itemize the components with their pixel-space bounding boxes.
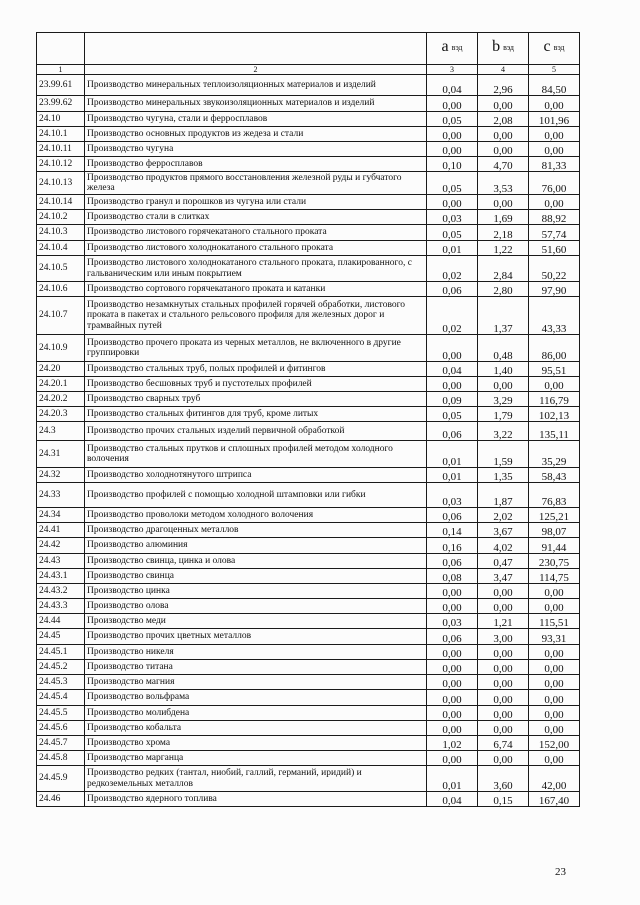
coefficient-a: 0,06 bbox=[427, 629, 478, 645]
table-row bbox=[37, 225, 580, 241]
header-c-cell bbox=[529, 33, 580, 65]
coefficient-c: 152,00 bbox=[529, 736, 580, 751]
okved-code: 24.10 bbox=[37, 112, 85, 127]
table-row bbox=[37, 675, 580, 690]
coefficient-a: 0,03 bbox=[427, 483, 478, 508]
a-subscript: вэд bbox=[451, 43, 463, 53]
table-row bbox=[37, 256, 580, 282]
coefficient-b: 0,00 bbox=[478, 127, 529, 142]
page-number: 23 bbox=[555, 866, 566, 878]
activity-name: Производство холоднотянутого штрипса bbox=[85, 468, 427, 483]
activity-name: Производство олова bbox=[85, 599, 427, 614]
activity-name: Производство меди bbox=[85, 614, 427, 629]
coefficient-a: 0,05 bbox=[427, 112, 478, 127]
column-number: 1 bbox=[37, 65, 85, 75]
activity-name: Производство листового горячекатаного стального проката bbox=[85, 225, 427, 241]
okved-code: 24.20.1 bbox=[37, 377, 85, 392]
okved-code: 24.43.2 bbox=[37, 584, 85, 599]
activity-name: Производство стальных труб, полых профилей и фитингов bbox=[85, 362, 427, 377]
coefficient-a: 0,08 bbox=[427, 569, 478, 584]
coefficient-b: 2,18 bbox=[478, 225, 529, 241]
coefficient-a: 1,02 bbox=[427, 736, 478, 751]
okved-code: 24.45.3 bbox=[37, 675, 85, 690]
coefficient-b: 0,00 bbox=[478, 675, 529, 690]
coefficient-c: 57,74 bbox=[529, 225, 580, 241]
coefficient-a: 0,06 bbox=[427, 282, 478, 297]
coefficient-b: 0,00 bbox=[478, 751, 529, 766]
coefficient-a: 0,16 bbox=[427, 538, 478, 554]
coefficient-c: 0,00 bbox=[529, 96, 580, 112]
activity-name: Производство листового холоднокатаного стального проката, плакированного, с гальваническим или иным покрытием bbox=[85, 256, 427, 282]
activity-name: Производство чугуна bbox=[85, 142, 427, 157]
coefficient-c: 95,51 bbox=[529, 362, 580, 377]
coefficient-c: 114,75 bbox=[529, 569, 580, 584]
table-row bbox=[37, 142, 580, 157]
coefficient-b: 0,00 bbox=[478, 690, 529, 706]
a-letter: a bbox=[441, 38, 449, 56]
header-name-cell bbox=[85, 33, 427, 65]
coefficient-a: 0,00 bbox=[427, 706, 478, 721]
okved-code: 24.10.14 bbox=[37, 195, 85, 210]
table-row bbox=[37, 660, 580, 675]
coefficient-b: 1,21 bbox=[478, 614, 529, 629]
coefficient-b: 1,59 bbox=[478, 441, 529, 468]
b-subscript: вэд bbox=[503, 43, 514, 53]
coefficient-b: 2,96 bbox=[478, 75, 529, 96]
table-row bbox=[37, 377, 580, 392]
coefficient-c: 230,75 bbox=[529, 554, 580, 569]
coefficient-c: 167,40 bbox=[529, 792, 580, 807]
coefficient-a: 0,05 bbox=[427, 407, 478, 422]
okved-code: 24.3 bbox=[37, 422, 85, 441]
coefficient-c: 0,00 bbox=[529, 751, 580, 766]
table-row bbox=[37, 112, 580, 127]
activity-name: Производство молибдена bbox=[85, 706, 427, 721]
coefficient-a: 0,06 bbox=[427, 554, 478, 569]
coefficient-b: 0,00 bbox=[478, 195, 529, 210]
okved-code: 24.45.7 bbox=[37, 736, 85, 751]
coefficient-b: 1,87 bbox=[478, 483, 529, 508]
coefficient-a: 0,04 bbox=[427, 362, 478, 377]
coefficient-b: 3,60 bbox=[478, 766, 529, 792]
c-subscript: вэд bbox=[553, 43, 565, 53]
activity-name: Производство алюминия bbox=[85, 538, 427, 554]
activity-name: Производство сварных труб bbox=[85, 392, 427, 407]
coefficient-c: 50,22 bbox=[529, 256, 580, 282]
coefficient-a: 0,00 bbox=[427, 599, 478, 614]
coefficient-b: 0,15 bbox=[478, 792, 529, 807]
activity-name: Производство сортового горячекатаного проката и катанки bbox=[85, 282, 427, 297]
coefficient-b: 2,02 bbox=[478, 508, 529, 523]
table-row bbox=[37, 751, 580, 766]
coefficient-b: 0,00 bbox=[478, 706, 529, 721]
table-row bbox=[37, 195, 580, 210]
coefficient-c: 86,00 bbox=[529, 335, 580, 362]
okved-code: 24.10.5 bbox=[37, 256, 85, 282]
table-row bbox=[37, 441, 580, 468]
coefficient-b: 0,00 bbox=[478, 660, 529, 675]
c-letter: c bbox=[543, 38, 551, 56]
activity-name: Производство бесшовных труб и пустотелых профилей bbox=[85, 377, 427, 392]
coefficient-b: 2,80 bbox=[478, 282, 529, 297]
coefficient-b: 0,48 bbox=[478, 335, 529, 362]
coefficient-b: 0,00 bbox=[478, 584, 529, 599]
activity-name: Производство минеральных звукоизоляционных материалов и изделий bbox=[85, 96, 427, 112]
coefficient-c: 93,31 bbox=[529, 629, 580, 645]
table-row bbox=[37, 297, 580, 335]
coefficient-a: 0,03 bbox=[427, 614, 478, 629]
coefficient-b: 3,00 bbox=[478, 629, 529, 645]
coefficient-b: 1,40 bbox=[478, 362, 529, 377]
coefficient-a: 0,02 bbox=[427, 297, 478, 335]
coefficient-c: 0,00 bbox=[529, 645, 580, 660]
okved-code: 24.10.4 bbox=[37, 241, 85, 256]
table-row bbox=[37, 407, 580, 422]
okved-code: 24.10.2 bbox=[37, 210, 85, 225]
okved-code: 24.20 bbox=[37, 362, 85, 377]
okved-code: 24.45.6 bbox=[37, 721, 85, 736]
coefficient-b: 1,35 bbox=[478, 468, 529, 483]
column-number: 4 bbox=[478, 65, 529, 75]
table-row bbox=[37, 584, 580, 599]
table-row bbox=[37, 508, 580, 523]
coefficient-b: 4,70 bbox=[478, 157, 529, 172]
coefficient-b: 0,00 bbox=[478, 377, 529, 392]
table-row bbox=[37, 554, 580, 569]
coefficient-a: 0,04 bbox=[427, 75, 478, 96]
okved-code: 24.45.8 bbox=[37, 751, 85, 766]
okved-code: 24.41 bbox=[37, 523, 85, 538]
activity-name: Производство стали в слитках bbox=[85, 210, 427, 225]
coefficient-b: 1,22 bbox=[478, 241, 529, 256]
activity-name: Производство чугуна, стали и ферросплавов bbox=[85, 112, 427, 127]
coefficient-a: 0,00 bbox=[427, 142, 478, 157]
okved-code: 24.32 bbox=[37, 468, 85, 483]
table-row bbox=[37, 569, 580, 584]
activity-name: Производство гранул и порошков из чугуна или стали bbox=[85, 195, 427, 210]
activity-name: Производство драгоценных металлов bbox=[85, 523, 427, 538]
coefficient-c: 0,00 bbox=[529, 660, 580, 675]
coefficient-c: 0,00 bbox=[529, 195, 580, 210]
table-row bbox=[37, 362, 580, 377]
coefficient-b: 3,47 bbox=[478, 569, 529, 584]
activity-name: Производство прочего проката из черных металлов, не включенного в другие группировки bbox=[85, 335, 427, 362]
coefficient-a: 0,00 bbox=[427, 660, 478, 675]
coefficient-a: 0,00 bbox=[427, 127, 478, 142]
table-row bbox=[37, 523, 580, 538]
coefficient-a: 0,00 bbox=[427, 377, 478, 392]
table-row bbox=[37, 766, 580, 792]
header-code-cell bbox=[37, 33, 85, 65]
coefficient-b: 3,53 bbox=[478, 172, 529, 195]
coefficient-b: 0,00 bbox=[478, 599, 529, 614]
okved-code: 24.10.6 bbox=[37, 282, 85, 297]
coefficient-b: 0,00 bbox=[478, 96, 529, 112]
coefficient-a: 0,01 bbox=[427, 468, 478, 483]
okved-code: 24.45.1 bbox=[37, 645, 85, 660]
coefficient-a: 0,00 bbox=[427, 335, 478, 362]
coefficient-c: 76,00 bbox=[529, 172, 580, 195]
coefficient-c: 58,43 bbox=[529, 468, 580, 483]
coefficient-b: 0,47 bbox=[478, 554, 529, 569]
coefficient-a: 0,01 bbox=[427, 766, 478, 792]
activity-name: Производство свинца, цинка и олова bbox=[85, 554, 427, 569]
coefficient-c: 0,00 bbox=[529, 721, 580, 736]
column-number-row bbox=[37, 65, 580, 75]
activity-name: Производство марганца bbox=[85, 751, 427, 766]
coefficient-c: 125,21 bbox=[529, 508, 580, 523]
coefficient-a: 0,00 bbox=[427, 721, 478, 736]
coefficient-a: 0,06 bbox=[427, 508, 478, 523]
coefficient-a: 0,02 bbox=[427, 256, 478, 282]
okved-code: 24.10.11 bbox=[37, 142, 85, 157]
coefficient-c: 115,51 bbox=[529, 614, 580, 629]
coefficient-b: 4,02 bbox=[478, 538, 529, 554]
coefficient-b: 1,37 bbox=[478, 297, 529, 335]
activity-name: Производство стальных прутков и сплошных профилей методом холодного волочения bbox=[85, 441, 427, 468]
table-row bbox=[37, 792, 580, 807]
coefficient-c: 0,00 bbox=[529, 706, 580, 721]
okved-code: 24.42 bbox=[37, 538, 85, 554]
activity-name: Производство ферросплавов bbox=[85, 157, 427, 172]
okved-code: 24.46 bbox=[37, 792, 85, 807]
activity-name: Производство редких (тантал, ниобий, галлий, германий, иридий) и редкоземельных металлов bbox=[85, 766, 427, 792]
coefficient-a: 0,10 bbox=[427, 157, 478, 172]
coefficient-b: 0,00 bbox=[478, 721, 529, 736]
table-row bbox=[37, 157, 580, 172]
okved-code: 24.34 bbox=[37, 508, 85, 523]
coefficient-a: 0,14 bbox=[427, 523, 478, 538]
table-row bbox=[37, 468, 580, 483]
okved-code: 24.44 bbox=[37, 614, 85, 629]
okved-code: 24.43.1 bbox=[37, 569, 85, 584]
column-number: 3 bbox=[427, 65, 478, 75]
table-row bbox=[37, 96, 580, 112]
coefficient-c: 42,00 bbox=[529, 766, 580, 792]
coefficient-a: 0,00 bbox=[427, 195, 478, 210]
okved-code: 23.99.62 bbox=[37, 96, 85, 112]
coefficient-a: 0,00 bbox=[427, 96, 478, 112]
table-row bbox=[37, 690, 580, 706]
table-row bbox=[37, 538, 580, 554]
table-row bbox=[37, 706, 580, 721]
coefficient-a: 0,01 bbox=[427, 441, 478, 468]
coefficient-c: 91,44 bbox=[529, 538, 580, 554]
coefficient-a: 0,05 bbox=[427, 172, 478, 195]
coefficient-b: 3,29 bbox=[478, 392, 529, 407]
coefficient-a: 0,00 bbox=[427, 645, 478, 660]
coefficient-c: 116,79 bbox=[529, 392, 580, 407]
okved-code: 24.33 bbox=[37, 483, 85, 508]
okved-code: 24.10.9 bbox=[37, 335, 85, 362]
coefficient-a: 0,00 bbox=[427, 675, 478, 690]
coefficient-c: 135,11 bbox=[529, 422, 580, 441]
coefficient-b: 1,79 bbox=[478, 407, 529, 422]
activity-name: Производство хрома bbox=[85, 736, 427, 751]
activity-name: Производство незамкнутых стальных профилей горячей обработки, листового проката в пакетах и стального рельсового профиля для железных дорог и трамвайных путей bbox=[85, 297, 427, 335]
coefficient-c: 0,00 bbox=[529, 584, 580, 599]
table-row bbox=[37, 241, 580, 256]
table-row bbox=[37, 645, 580, 660]
okved-code: 24.10.3 bbox=[37, 225, 85, 241]
coefficient-a: 0,03 bbox=[427, 210, 478, 225]
activity-name: Производство никеля bbox=[85, 645, 427, 660]
header-b-cell bbox=[478, 33, 529, 65]
table-row bbox=[37, 483, 580, 508]
activity-name: Производство прочих стальных изделий первичной обработкой bbox=[85, 422, 427, 441]
table-row bbox=[37, 614, 580, 629]
coefficient-c: 0,00 bbox=[529, 377, 580, 392]
okved-code: 24.10.12 bbox=[37, 157, 85, 172]
coefficient-a: 0,00 bbox=[427, 751, 478, 766]
coefficient-a: 0,05 bbox=[427, 225, 478, 241]
table-row bbox=[37, 629, 580, 645]
activity-name: Производство титана bbox=[85, 660, 427, 675]
table-row bbox=[37, 75, 580, 96]
coefficient-c: 0,00 bbox=[529, 142, 580, 157]
table-row bbox=[37, 335, 580, 362]
coefficient-c: 98,07 bbox=[529, 523, 580, 538]
activity-name: Производство основных продуктов из жедеза и стали bbox=[85, 127, 427, 142]
coefficient-b: 6,74 bbox=[478, 736, 529, 751]
table-row bbox=[37, 721, 580, 736]
coefficient-a: 0,06 bbox=[427, 422, 478, 441]
table-row bbox=[37, 172, 580, 195]
coefficient-c: 84,50 bbox=[529, 75, 580, 96]
coefficient-a: 0,09 bbox=[427, 392, 478, 407]
table-row bbox=[37, 422, 580, 441]
column-number: 2 bbox=[85, 65, 427, 75]
okved-code: 24.20.3 bbox=[37, 407, 85, 422]
activity-name: Производство цинка bbox=[85, 584, 427, 599]
coefficient-c: 97,90 bbox=[529, 282, 580, 297]
coefficient-c: 88,92 bbox=[529, 210, 580, 225]
activity-name: Производство кобальта bbox=[85, 721, 427, 736]
okved-code: 24.45.5 bbox=[37, 706, 85, 721]
header-a-cell bbox=[427, 33, 478, 65]
okved-code: 24.45.4 bbox=[37, 690, 85, 706]
coefficient-a: 0,01 bbox=[427, 241, 478, 256]
okved-code: 23.99.61 bbox=[37, 75, 85, 96]
b-letter: b bbox=[492, 38, 501, 56]
table-row bbox=[37, 210, 580, 225]
okved-code: 24.43.3 bbox=[37, 599, 85, 614]
okved-code: 24.45.9 bbox=[37, 766, 85, 792]
coefficient-c: 76,83 bbox=[529, 483, 580, 508]
coefficients-table bbox=[36, 32, 580, 807]
okved-code: 24.45 bbox=[37, 629, 85, 645]
activity-name: Производство стальных фитингов для труб, кроме литых bbox=[85, 407, 427, 422]
coefficient-a: 0,00 bbox=[427, 690, 478, 706]
coefficient-b: 0,00 bbox=[478, 645, 529, 660]
coefficient-c: 0,00 bbox=[529, 690, 580, 706]
table-row bbox=[37, 392, 580, 407]
coefficient-b: 3,22 bbox=[478, 422, 529, 441]
coefficient-c: 0,00 bbox=[529, 127, 580, 142]
column-number: 5 bbox=[529, 65, 580, 75]
activity-name: Производство вольфрама bbox=[85, 690, 427, 706]
activity-name: Производство проволоки методом холодного волочения bbox=[85, 508, 427, 523]
coefficient-b: 3,67 bbox=[478, 523, 529, 538]
table-row bbox=[37, 282, 580, 297]
coefficient-c: 35,29 bbox=[529, 441, 580, 468]
okved-code: 24.45.2 bbox=[37, 660, 85, 675]
header-row bbox=[37, 33, 580, 65]
coefficient-a: 0,04 bbox=[427, 792, 478, 807]
coefficient-c: 43,33 bbox=[529, 297, 580, 335]
table-row bbox=[37, 736, 580, 751]
table-row bbox=[37, 599, 580, 614]
coefficient-b: 1,69 bbox=[478, 210, 529, 225]
okved-code: 24.20.2 bbox=[37, 392, 85, 407]
activity-name: Производство свинца bbox=[85, 569, 427, 584]
coefficient-c: 101,96 bbox=[529, 112, 580, 127]
table-row bbox=[37, 127, 580, 142]
activity-name: Производство минеральных теплоизоляционных материалов и изделий bbox=[85, 75, 427, 96]
coefficient-b: 2,08 bbox=[478, 112, 529, 127]
coefficient-c: 0,00 bbox=[529, 675, 580, 690]
activity-name: Производство листового холоднокатаного стального проката bbox=[85, 241, 427, 256]
activity-name: Производство профилей с помощью холодной штамповки или гибки bbox=[85, 483, 427, 508]
coefficient-b: 0,00 bbox=[478, 142, 529, 157]
activity-name: Производство прочих цветных металлов bbox=[85, 629, 427, 645]
coefficient-b: 2,84 bbox=[478, 256, 529, 282]
okved-code: 24.10.7 bbox=[37, 297, 85, 335]
activity-name: Производство магния bbox=[85, 675, 427, 690]
activity-name: Производство продуктов прямого восстановления железной руды и губчатого железа bbox=[85, 172, 427, 195]
coefficient-c: 0,00 bbox=[529, 599, 580, 614]
okved-code: 24.10.13 bbox=[37, 172, 85, 195]
coefficient-c: 51,60 bbox=[529, 241, 580, 256]
coefficient-c: 81,33 bbox=[529, 157, 580, 172]
okved-code: 24.31 bbox=[37, 441, 85, 468]
okved-code: 24.10.1 bbox=[37, 127, 85, 142]
okved-code: 24.43 bbox=[37, 554, 85, 569]
coefficient-c: 102,13 bbox=[529, 407, 580, 422]
activity-name: Производство ядерного топлива bbox=[85, 792, 427, 807]
coefficient-a: 0,00 bbox=[427, 584, 478, 599]
